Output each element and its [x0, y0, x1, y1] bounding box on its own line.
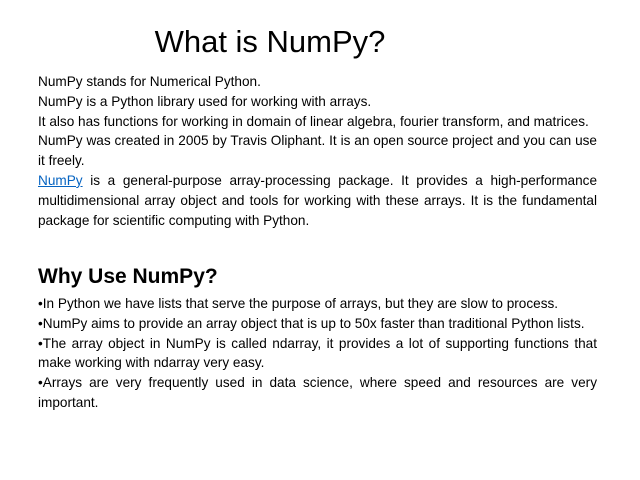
paragraph: NumPy was created in 2005 by Travis Oliphant. It is an open source project and you can use it freely. — [38, 133, 597, 169]
paragraph: NumPy stands for Numerical Python. — [38, 74, 261, 89]
bullet-item: •The array object in NumPy is called ndarray, it provides a lot of supporting functions that make working with ndarray very easy. — [38, 335, 597, 371]
intro-section — [38, 72, 597, 230]
section-heading: Why Use NumPy? — [38, 265, 218, 288]
numpy-link[interactable]: NumPy — [38, 172, 83, 188]
paragraph-text: is a general-purpose array-processing package. It provides a high-performance multidimensional array object and tools for working with these arrays. It is the fundamental package for scientific computing with Python. — [38, 172, 597, 228]
bullet-item: •NumPy aims to provide an array object that is up to 50x faster than traditional Python lists. — [38, 315, 585, 331]
paragraph: NumPy is a Python library used for working with arrays. — [38, 93, 372, 109]
page-title: What is NumPy? — [154, 24, 386, 59]
why-section — [38, 264, 597, 413]
bullet-item: •Arrays are very frequently used in data science, where speed and resources are very important. — [38, 375, 597, 410]
paragraph: It also has functions for working in domain of linear algebra, fourier transform, and matrices. — [38, 113, 589, 129]
bullet-item: •In Python we have lists that serve the purpose of arrays, but they are slow to process. — [38, 296, 559, 311]
paragraph — [38, 171, 597, 230]
